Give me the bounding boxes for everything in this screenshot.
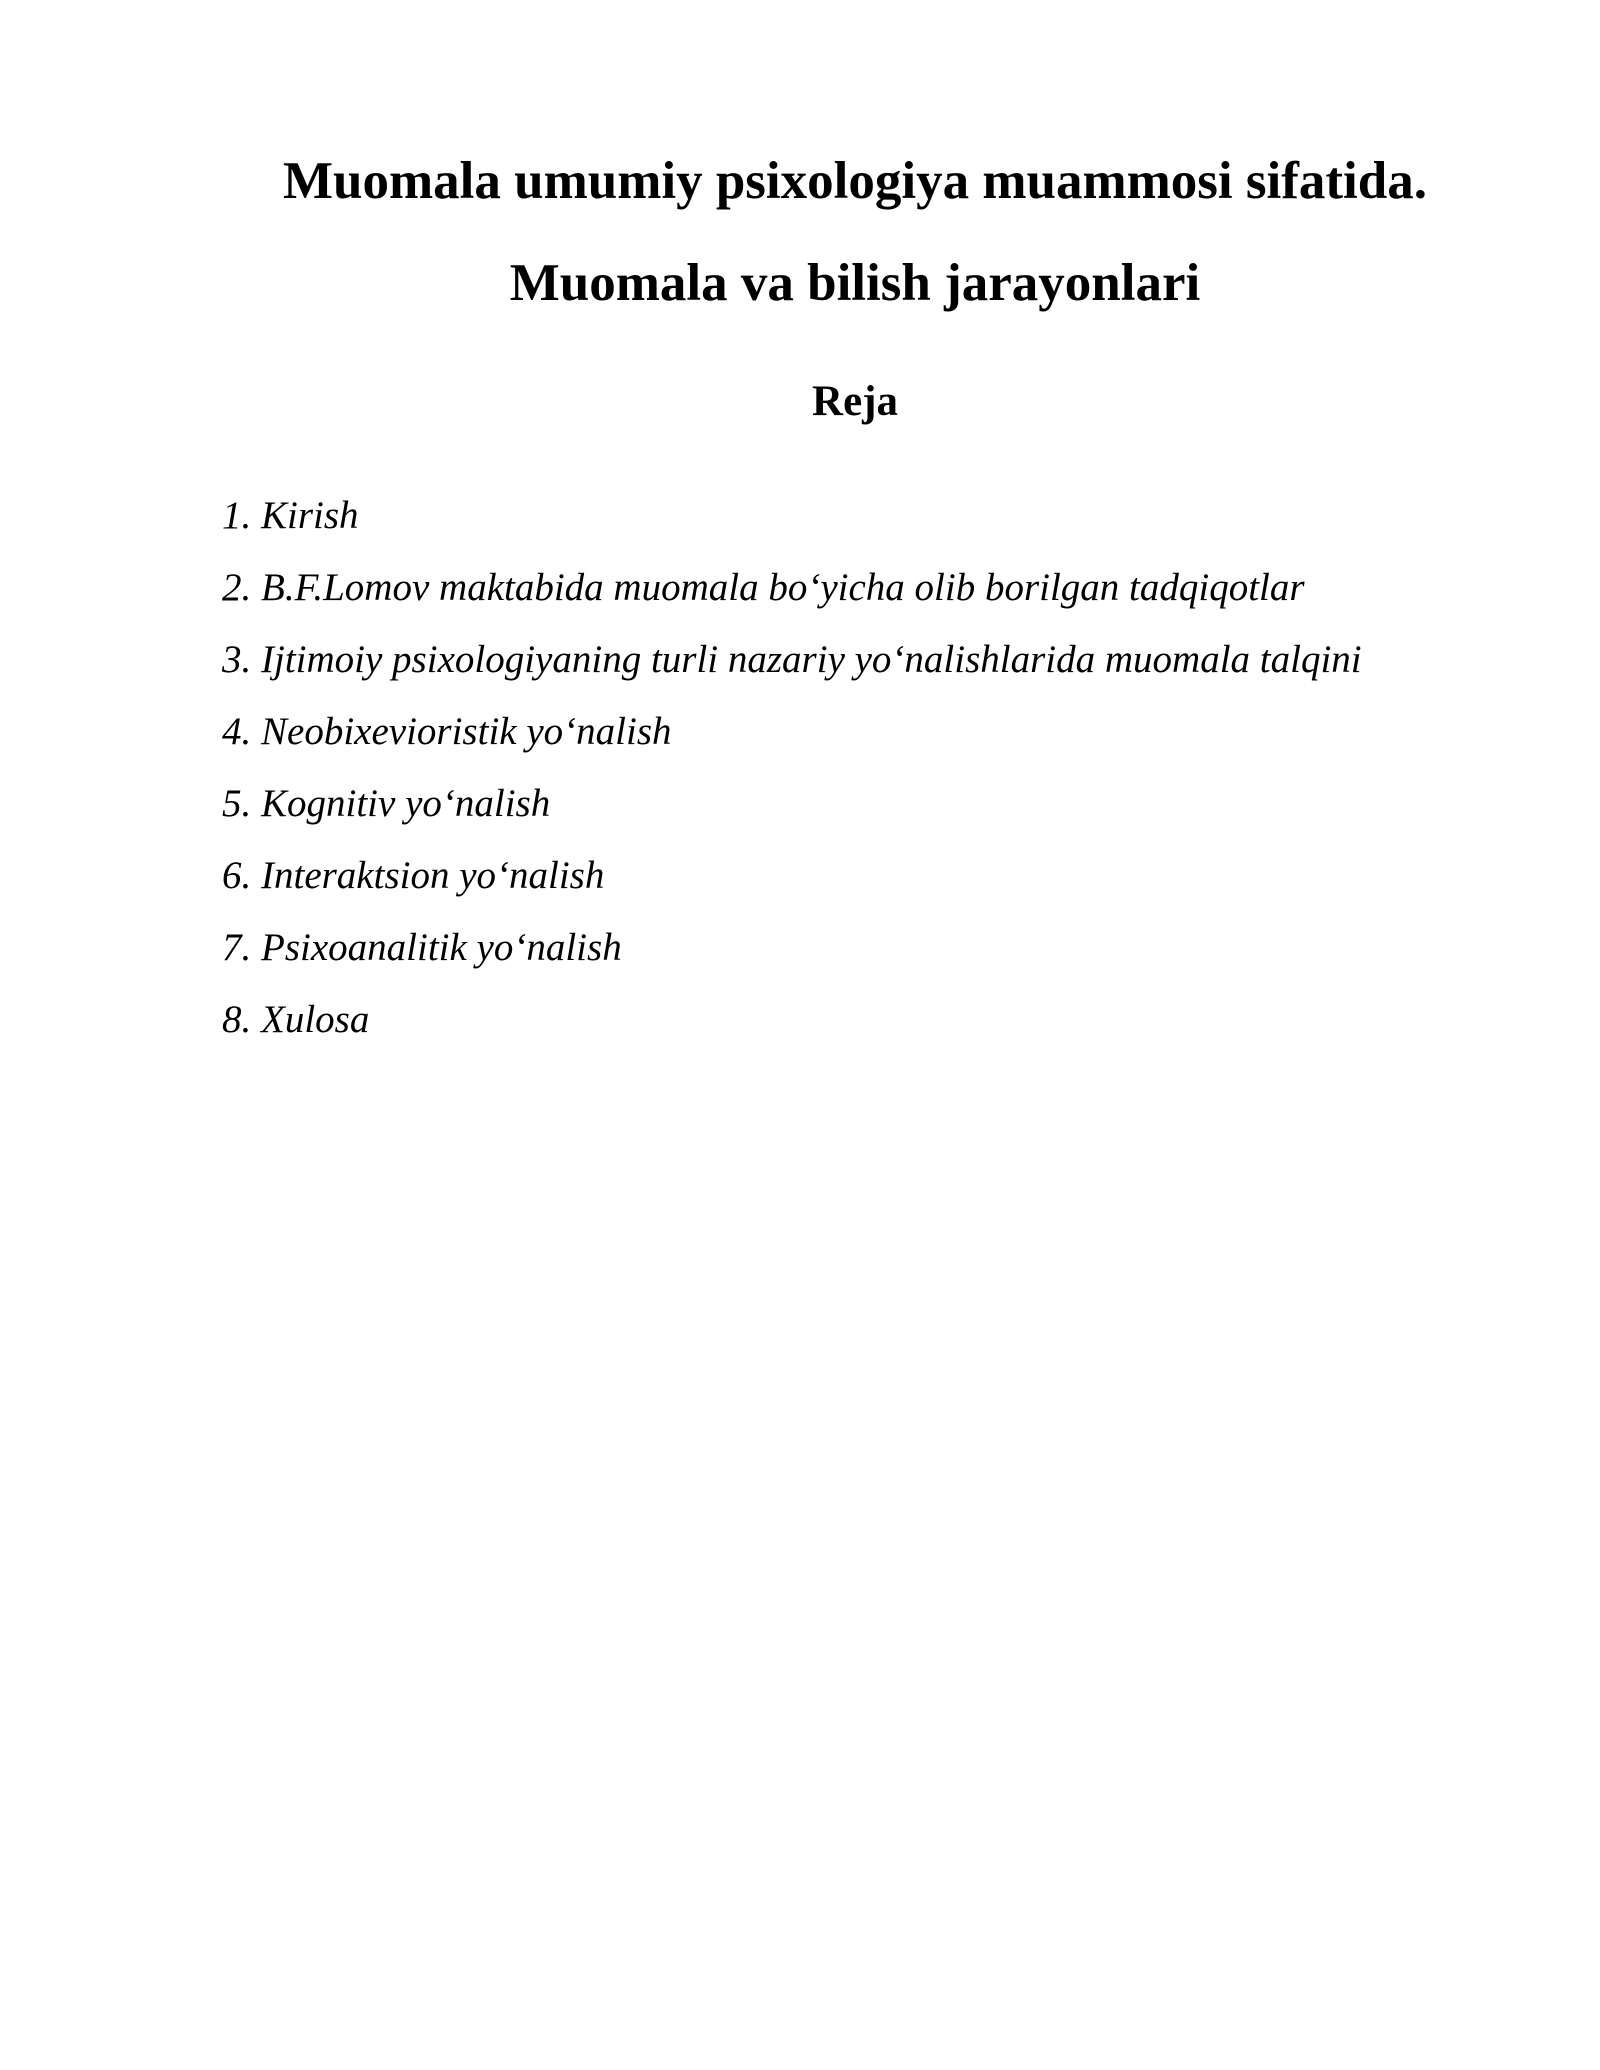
plan-item: 5. Kognitiv yo‘nalish [222,782,551,825]
plan-item: 2. B.F.Lomov maktabida muomala bo‘yicha olib borilgan tadqiqotlar [222,566,1305,609]
document-title-line-2: Muomala va bilish jarayonlari [509,254,1201,312]
plan-item: 7. Psixoanalitik yo‘nalish [222,926,622,969]
plan-item: 3. Ijtimoiy psixologiyaning turli nazariy yo‘nalishlarida muomala talqini [222,638,1362,681]
plan-item: 6. Interaktsion yo‘nalish [222,854,605,897]
plan-item: 4. Neobixevioristik yo‘nalish [222,710,672,753]
document-title-line-1: Muomala umumiy psixologiya muammosi sifatida. [282,152,1427,210]
plan-item: 1. Kirish [222,494,359,537]
plan-heading: Reja [812,378,898,425]
plan-item: 8. Xulosa [222,998,370,1041]
plan-list [222,488,1362,1064]
